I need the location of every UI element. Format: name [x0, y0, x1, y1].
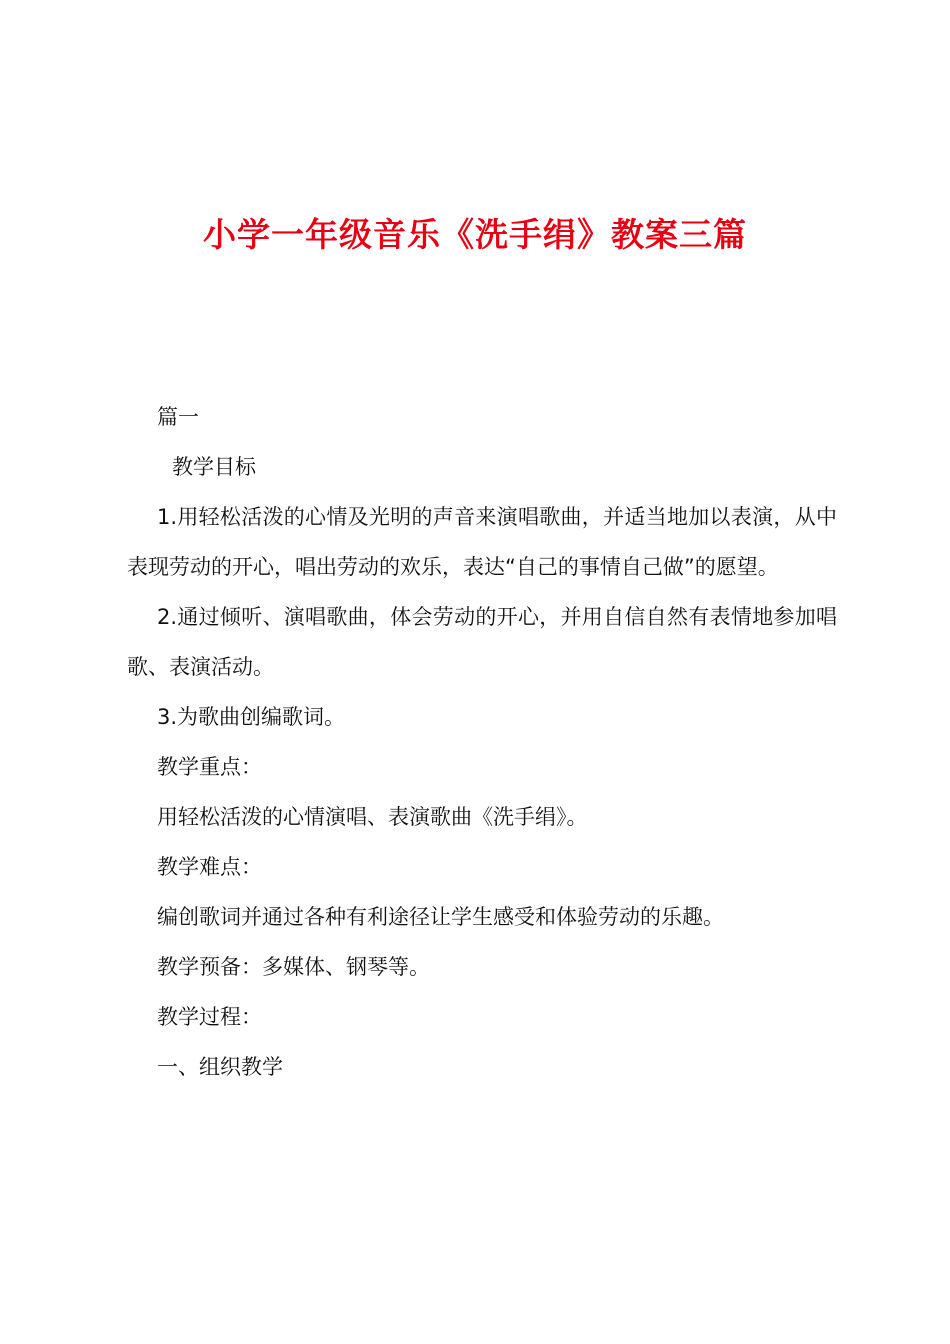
document-body: [127, 392, 837, 1092]
difficulty-heading: 教学难点：: [157, 855, 262, 879]
process-heading: 教学过程：: [157, 1005, 262, 1029]
objective-paragraph-1: 1.用轻松活泼的心情及光明的声音来演唱歌曲，并适当地加以表演，从中表现劳动的开心，唱出劳动的欢乐，表达“自己的事情自己做”的愿望。: [127, 505, 837, 579]
key-point-text: 用轻松活泼的心情演唱、表演歌曲《洗手绢》。: [157, 805, 588, 829]
subsection-heading: 教学目标: [172, 455, 256, 479]
process-step-1: 一、组织教学: [157, 1055, 283, 1079]
preparation-text: 教学预备：多媒体、钢琴等。: [157, 955, 430, 979]
section-heading: 篇一: [157, 405, 199, 429]
objective-paragraph-3: 3.为歌曲创编歌词。: [157, 705, 346, 729]
document-title: 小学一年级音乐《洗手绢》教案三篇: [203, 215, 747, 254]
objective-paragraph-2: 2.通过倾听、演唱歌曲，体会劳动的开心，并用自信自然有表情地参加唱歌、表演活动。: [127, 605, 837, 679]
difficulty-text: 编创歌词并通过各种有利途径让学生感受和体验劳动的乐趣。: [157, 905, 724, 929]
key-point-heading: 教学重点：: [157, 755, 262, 779]
